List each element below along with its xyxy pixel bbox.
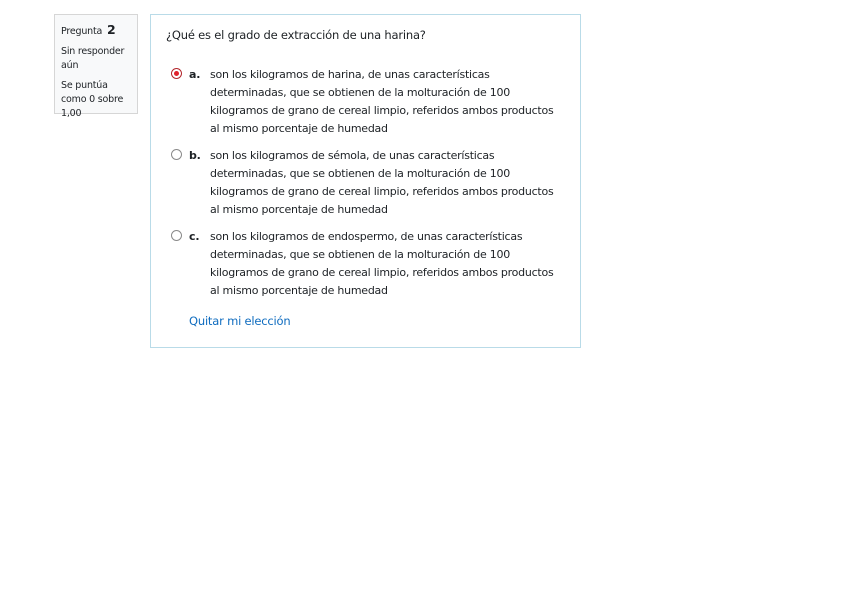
question-state: Sin responder aún xyxy=(61,46,125,71)
clear-choice-link[interactable]: Quitar mi elección xyxy=(189,314,291,328)
question-number: 2 xyxy=(106,22,116,37)
question-info-panel xyxy=(54,14,138,119)
question-content xyxy=(150,14,581,348)
answer-text-c[interactable]: son los kilogramos de endospermo, de unas características determinadas, que se obtienen de la molturación de 100 kilogramos de grano de cereal limpio, referidos ambos productos al mismo porcentaje de humedad xyxy=(210,230,554,297)
question-grade: Se puntúa como 0 sobre 1,00 xyxy=(61,80,124,119)
question-number-label xyxy=(61,23,131,39)
question-text: ¿Qué es el grado de extracción de una harina? xyxy=(166,28,426,42)
radio-button-a[interactable] xyxy=(171,68,182,79)
answer-letter-b: b. xyxy=(189,149,201,162)
radio-button-b[interactable] xyxy=(171,149,182,160)
answer-letter-a: a. xyxy=(189,68,201,81)
answer-text-a[interactable]: son los kilogramos de harina, de unas características determinadas, que se obtienen de la molturación de 100 kilogramos de grano de cereal limpio, referidos ambos productos al mismo porcentaje de humedad xyxy=(210,68,554,135)
answer-text-b[interactable]: son los kilogramos de sémola, de unas características determinadas, que se obtienen de la molturación de 100 kilogramos de grano de cereal limpio, referidos ambos productos al mismo porcentaje de humedad xyxy=(210,149,554,216)
answer-letter-c: c. xyxy=(189,230,200,243)
question-label-text: Pregunta xyxy=(61,26,103,37)
radio-button-c[interactable] xyxy=(171,230,182,241)
